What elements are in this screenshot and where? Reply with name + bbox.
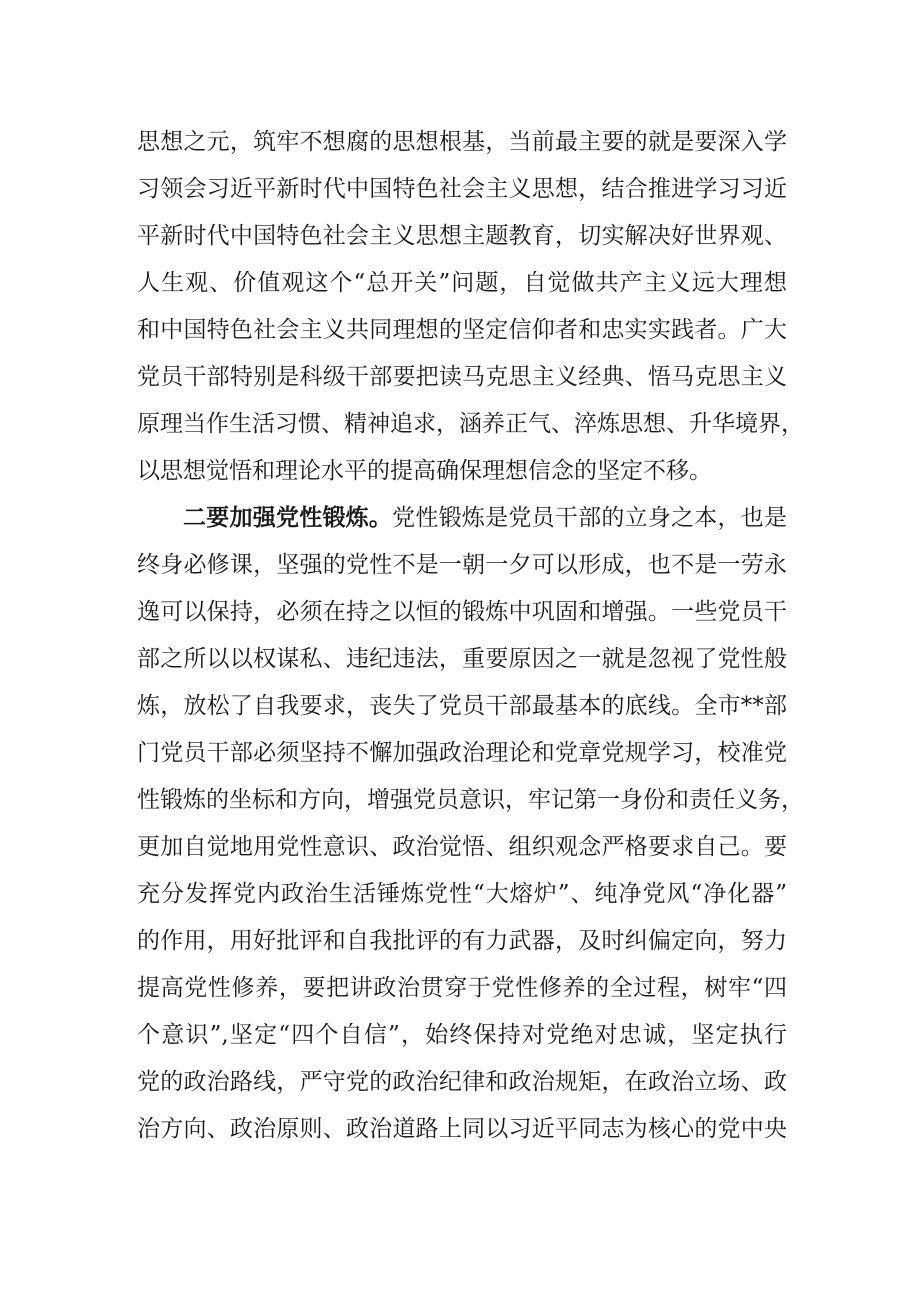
text-line: 逸可以保持，必须在持之以恒的锻炼中巩固和增强。一些党员干 [137, 599, 787, 625]
text-line: 门党员干部必须坚持不懈加强政治理论和党章党规学习，校准党 [137, 740, 787, 766]
text-line: 习领会习近平新时代中国特色社会主义思想，结合推进学习习近 [137, 176, 787, 202]
section-heading: 二要加强党性锻炼。 [183, 505, 393, 531]
text-run: 党性锻炼是党员干部的立身之本，也是 [392, 505, 788, 531]
text-line: 和中国特色社会主义共同理想的坚定信仰者和忠实实践者。广大 [137, 317, 787, 343]
text-line: 人生观、价值观这个“总开关”问题，自觉做共产主义远大理想 [137, 270, 787, 296]
text-line: 思想之元，筑牢不想腐的思想根基，当前最主要的就是要深入学 [137, 129, 787, 155]
paragraph-first-line [137, 495, 787, 542]
text-line: 治方向、政治原则、政治道路上同以习近平同志为核心的党中央 [137, 1116, 787, 1142]
text-line: 个意识”,坚定“四个自信”，始终保持对党绝对忠诚，坚定执行 [137, 1022, 787, 1048]
paragraph-2 [137, 495, 804, 1153]
paragraph-1 [137, 119, 804, 495]
text-line: 充分发挥党内政治生活锤炼党性“大熔炉”、纯净党风“净化器” [137, 881, 787, 907]
text-line: 平新时代中国特色社会主义思想主题教育，切实解决好世界观、 [137, 223, 787, 249]
text-line: 更加自觉地用党性意识、政治觉悟、组织观念严格要求自己。要 [137, 834, 787, 860]
text-line: 原理当作生活习惯、精神追求，涵养正气、淬炼思想、升华境界， [137, 411, 804, 437]
text-line: 性锻炼的坐标和方向，增强党员意识，牢记第一身份和责任义务， [137, 787, 804, 813]
text-line: 党的政治路线，严守党的政治纪律和政治规矩，在政治立场、政 [137, 1069, 787, 1095]
text-line: 终身必修课，坚强的党性不是一朝一夕可以形成，也不是一劳永 [137, 552, 787, 578]
text-line: 部之所以以权谋私、违纪违法，重要原因之一就是忽视了党性般 [137, 646, 787, 672]
text-line: 炼，放松了自我要求，丧失了党员干部最基本的底线。全市**部 [137, 693, 787, 719]
text-line: 党员干部特别是科级干部要把读马克思主义经典、悟马克思主义 [137, 364, 787, 390]
text-line: 的作用，用好批评和自我批评的有力武器，及时纠偏定向，努力 [137, 928, 787, 954]
text-line: 提高党性修养，要把讲政治贯穿于党性修养的全过程，树牢“四 [137, 975, 787, 1001]
document-body [137, 119, 804, 1153]
text-line: 以思想觉悟和理论水平的提高确保理想信念的坚定不移。 [137, 458, 712, 484]
